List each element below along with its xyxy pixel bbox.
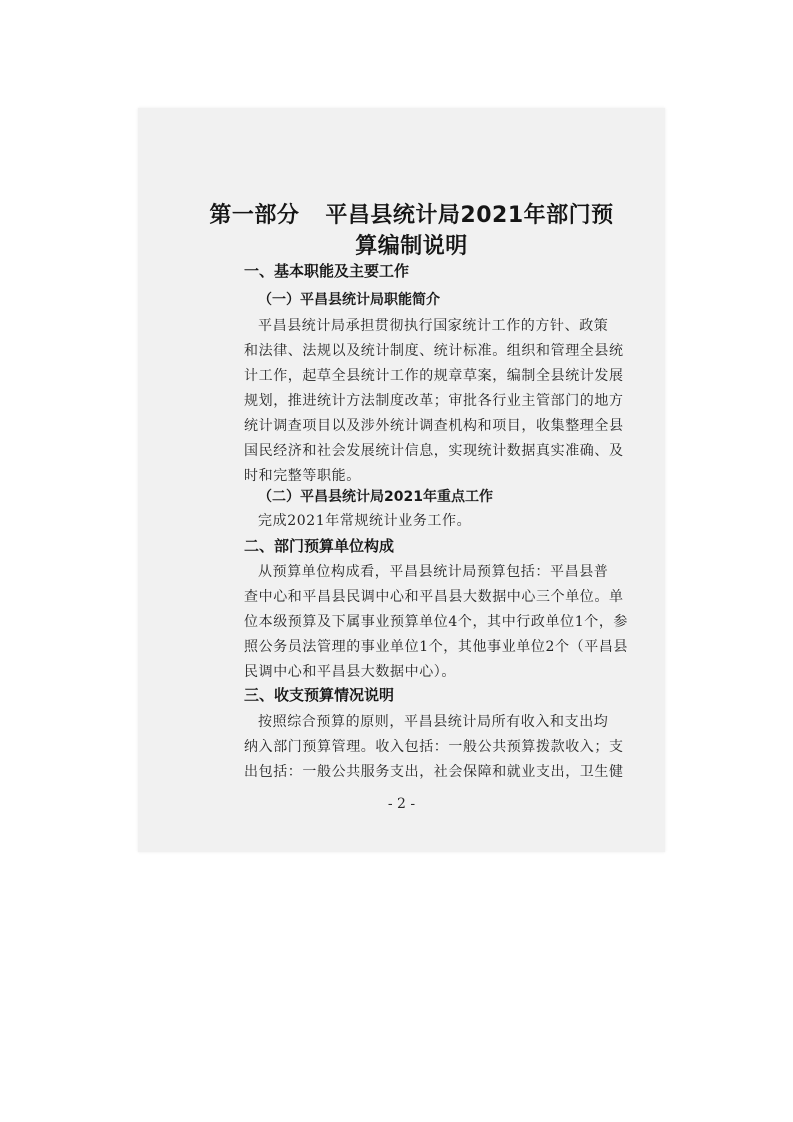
paragraph-line: 时和完整等职能。 [244, 468, 361, 484]
title-main: 平昌县统计局2021年部门预 [325, 203, 614, 228]
section2-heading: 二、部门预算单位构成 [244, 537, 395, 555]
section1-heading: 一、基本职能及主要工作 [244, 262, 410, 280]
document-page [138, 108, 665, 852]
section1-sub1-heading: （一）平昌县统计局职能简介 [258, 292, 440, 308]
paragraph-line: 从预算单位构成看，平昌县统计局预算包括：平昌县普 [258, 564, 609, 580]
page-number: - 2 - [387, 796, 416, 812]
paragraph-line: 和法律、法规以及统计制度、统计标准。组织和管理全县统 [244, 343, 624, 359]
paragraph-line: 位本级预算及下属事业预算单位4个，其中行政单位1个，参 [244, 614, 629, 630]
paragraph-line: 照公务员法管理的事业单位1个，其他事业单位2个（平昌县 [244, 639, 629, 655]
title-part: 第一部分 [209, 203, 300, 228]
page-title-line2: 算编制说明 [355, 234, 468, 259]
paragraph-line: 纳入部门预算管理。收入包括：一般公共预算拨款收入；支 [244, 739, 624, 755]
paragraph-line: 按照综合预算的原则，平昌县统计局所有收入和支出均 [258, 714, 609, 730]
paragraph-line: 计工作，起草全县统计工作的规章草案，编制全县统计发展 [244, 368, 624, 384]
section1-sub2-heading: （二）平昌县统计局2021年重点工作 [258, 489, 493, 505]
paragraph-line: 出包括：一般公共服务支出，社会保障和就业支出，卫生健 [244, 764, 624, 780]
paragraph-line: 规划，推进统计方法制度改革；审批各行业主管部门的地方 [244, 393, 624, 409]
paragraph-line: 平昌县统计局承担贯彻执行国家统计工作的方针、政策 [258, 318, 609, 334]
paragraph-line: 统计调查项目以及涉外统计调查机构和项目，收集整理全县 [244, 418, 624, 434]
paragraph-line: 民调中心和平昌县大数据中心）。 [244, 664, 456, 680]
paragraph-line: 完成2021年常规统计业务工作。 [258, 513, 472, 529]
paragraph-line: 查中心和平昌县民调中心和平昌县大数据中心三个单位。单 [244, 589, 624, 605]
paragraph-line: 国民经济和社会发展统计信息，实现统计数据真实准确、及 [244, 443, 624, 459]
page-title [138, 198, 665, 229]
section3-heading: 三、收支预算情况说明 [244, 686, 395, 704]
